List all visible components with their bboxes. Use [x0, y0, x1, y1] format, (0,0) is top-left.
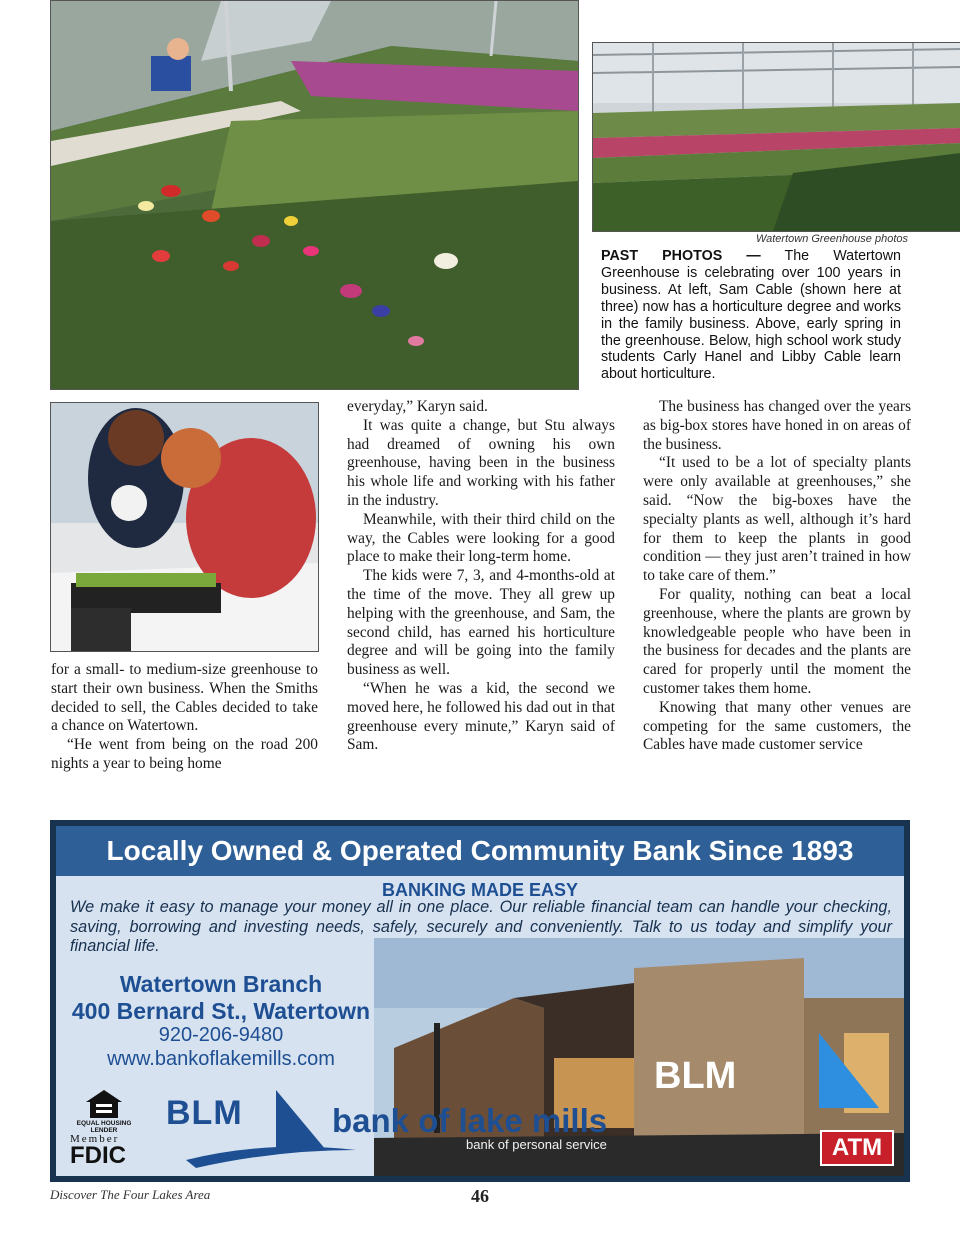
ad-subhead: BANKING MADE EASY: [381, 880, 578, 900]
col2-paragraph: “When he was a kid, the second we moved here, he followed his dad out in that greenhouse every minute,” Karyn said of Sam.: [347, 679, 615, 754]
bank-advertisement: [50, 820, 910, 1182]
bank-website[interactable]: www.bankoflakemills.com: [107, 1048, 335, 1070]
equal-housing-lender-logo: [74, 1088, 134, 1134]
fdic-text: FDIC: [70, 1142, 126, 1169]
branch-title: Watertown Branch: [119, 971, 323, 997]
caption-text: The Watertown Greenhouse is celebrating over 100 years in business. At left, Sam Cable (shown here at three) now has a horticulture degree and works in the family business. Above, early spring in the greenhouse. Below, high school work study students Carly Hanel and Libby Cable learn about horticulture.: [601, 248, 901, 383]
caption-label: PAST PHOTOS —: [601, 248, 761, 264]
ehl-text: EQUAL HOUSING LENDER: [76, 1120, 132, 1134]
bank-name: bank of lake mills: [332, 1102, 608, 1139]
article-column-2: [347, 398, 615, 755]
col2-paragraph: It was quite a change, but Stu always had dreamed of owning his own greenhouse, having been in the business his whole life and working with his father in the industry.: [347, 416, 615, 509]
col1-paragraph: for a small- to medium-size greenhouse to start their own business. When the Smiths decided to sell, the Cables decided to take a chance on Watertown.: [51, 661, 318, 735]
ad-panel: [56, 826, 904, 1176]
photo-credit: Watertown Greenhouse photos: [755, 233, 908, 245]
house-icon: [84, 1088, 124, 1120]
bank-tagline: bank of personal service: [466, 1137, 607, 1152]
atm-badge: [820, 1130, 894, 1166]
col3-paragraph: For quality, nothing can beat a local greenhouse, where the plants are grown by knowledgeable people who have been in the business for decades and the plants are cared for properly until the moment the customer takes them home.: [643, 585, 911, 697]
fdic-member-logo: [70, 1133, 140, 1167]
col3-paragraph: The business has changed over the years as big-box stores have honed in on areas of the business.: [643, 398, 911, 453]
bank-logo-short: BLM: [166, 1094, 243, 1132]
building-sign-text: BLM: [654, 1055, 737, 1097]
member-text: Member: [70, 1133, 120, 1145]
greenhouse-interior-photo: [592, 42, 960, 232]
ad-headline: Locally Owned & Operated Community Bank Since 1893: [56, 826, 904, 876]
photo-caption: [601, 248, 901, 383]
ad-body-text: We make it easy to manage your money all in one place. Our reliable financial team can handle your checking, saving, borrowing and investing needs, safely, securely and conveniently. Talk to us today and simplify your financial life.: [70, 898, 892, 955]
article-column-3: [643, 398, 911, 755]
greenhouse-child-photo: [50, 0, 579, 390]
col2-paragraph: The kids were 7, 3, and 4-months-old at the time of the move. They all grew up helping with the greenhouse, and Sam, the second child, has earned his horticulture degree and will be going into the family business as well.: [347, 567, 615, 679]
col1-paragraph: “He went from being on the road 200 nights a year to being home: [51, 736, 318, 772]
col2-paragraph: everyday,” Karyn said.: [347, 398, 488, 415]
atm-text: ATM: [831, 1134, 883, 1161]
branch-phone: 920-206-9480: [158, 1024, 284, 1046]
col3-paragraph: Knowing that many other venues are competing for the same customers, the Cables have made customer service: [643, 698, 911, 754]
article-column-1: [51, 661, 318, 774]
students-photo: [50, 402, 319, 652]
page-number: 46: [471, 1186, 489, 1206]
publication-title: Discover The Four Lakes Area: [50, 1187, 211, 1202]
col3-paragraph: “It used to be a lot of specialty plants were only available at greenhouses,” she said. “Now the big-boxes have the specialty plants as well, although it’s hard for them to keep the plants in good condition — they just aren’t trained in how to take care of them.”: [643, 454, 911, 585]
col2-paragraph: Meanwhile, with their third child on the way, the Cables were looking for a good place to make their long-term home.: [347, 510, 615, 566]
branch-address: 400 Bernard St., Watertown: [71, 998, 371, 1024]
